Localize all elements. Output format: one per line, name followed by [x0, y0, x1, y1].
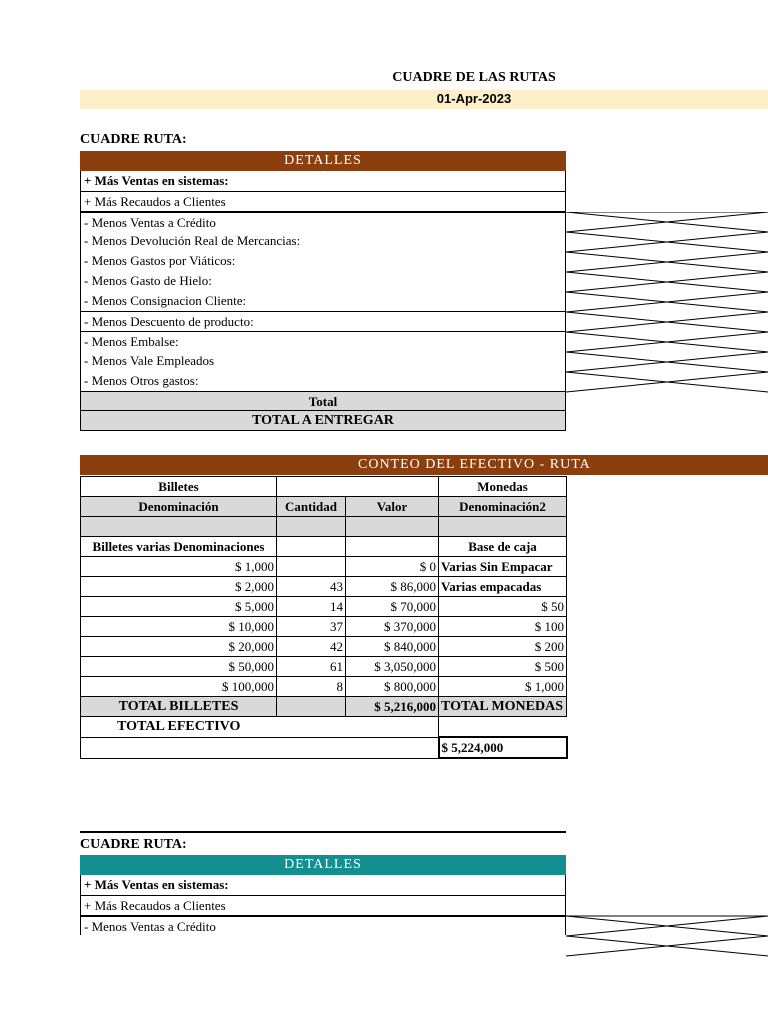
valor-cell: $ 86,000 [346, 577, 439, 597]
total-efectivo-value: $ 5,224,000 [439, 737, 567, 758]
denominacion-cell: $ 10,000 [81, 617, 277, 637]
cantidad-cell: 43 [277, 577, 346, 597]
page-title: CUADRE DE LAS RUTAS [392, 70, 556, 85]
detail-row: - Menos Embalse: [81, 331, 565, 351]
denominacion-cell: $ 1,000 [81, 557, 277, 577]
table-row [81, 677, 567, 697]
detail-row: - Menos Ventas a Crédito [81, 915, 565, 935]
detail-row: - Menos Consignacion Cliente: [84, 293, 247, 308]
moneda-cell: $ 500 [439, 657, 567, 677]
detalles-header: DETALLES [80, 151, 566, 171]
detail-row: - Menos Gastos por Viáticos: [84, 253, 236, 268]
detail-row: - Menos Otros gastos: [84, 373, 199, 388]
table-row [81, 617, 567, 637]
col-cantidad: Cantidad [277, 497, 346, 517]
table-row [81, 657, 567, 677]
total-monedas-label: TOTAL MONEDAS [439, 697, 567, 717]
total-efectivo-label: TOTAL EFECTIVO [81, 717, 277, 738]
monedas-title: Monedas [439, 477, 567, 497]
col-denominacion2: Denominación2 [439, 497, 567, 517]
detalles-header: DETALLES [80, 855, 566, 875]
detail-row: + Más Ventas en sistemas: [84, 877, 229, 892]
moneda-cell: $ 200 [439, 637, 567, 657]
detail-row: + Más Recaudos a Clientes [81, 191, 565, 211]
valor-cell: $ 3,050,000 [346, 657, 439, 677]
conteo-title: CONTEO DEL EFECTIVO - RUTA [358, 457, 591, 472]
billetes-title: Billetes [81, 477, 277, 497]
cantidad-cell: 42 [277, 637, 346, 657]
valor-cell: $ 0 [346, 557, 439, 577]
cuadre-ruta-label: CUADRE RUTA: [80, 837, 187, 852]
table-row [81, 637, 567, 657]
cantidad-cell [277, 557, 346, 577]
moneda-cell: $ 100 [439, 617, 567, 637]
report-date: 01-Apr-2023 [436, 91, 512, 106]
table-row [81, 577, 567, 597]
col-denominacion: Denominación [81, 497, 277, 517]
cantidad-cell: 37 [277, 617, 346, 637]
denominacion-cell: $ 2,000 [81, 577, 277, 597]
valor-cell: $ 70,000 [346, 597, 439, 617]
col-valor: Valor [346, 497, 439, 517]
cantidad-cell: 14 [277, 597, 346, 617]
total-row: Total [81, 391, 565, 411]
conteo-table [80, 476, 568, 759]
moneda-cell: Varias empacadas [439, 577, 567, 597]
detail-row: - Menos Gasto de Hielo: [84, 273, 212, 288]
detail-row: - Menos Descuento de producto: [81, 311, 565, 331]
total-entregar-row: TOTAL A ENTREGAR [81, 411, 565, 431]
valor-cell: $ 800,000 [346, 677, 439, 697]
detail-row: + Más Ventas en sistemas: [84, 173, 229, 188]
crossed-cells-decoration [566, 212, 768, 398]
moneda-cell: $ 50 [439, 597, 567, 617]
valor-cell: $ 840,000 [346, 637, 439, 657]
detail-row: - Menos Vale Empleados [84, 353, 215, 368]
total-billetes-value: $ 5,216,000 [346, 697, 439, 717]
billetes-varias: Billetes varias Denominaciones [81, 537, 277, 557]
table-row [81, 557, 567, 577]
cuadre-ruta-table [80, 855, 566, 935]
valor-cell: $ 370,000 [346, 617, 439, 637]
detail-row: - Menos Devolución Real de Mercancias: [84, 233, 301, 248]
denominacion-cell: $ 5,000 [81, 597, 277, 617]
cuadre-ruta-label: CUADRE RUTA: [80, 132, 187, 147]
moneda-cell: $ 1,000 [439, 677, 567, 697]
cuadre-ruta-table [80, 151, 566, 431]
detail-row: + Más Recaudos a Clientes [81, 895, 565, 915]
moneda-cell: Varias Sin Empacar [439, 557, 567, 577]
total-billetes-label: TOTAL BILLETES [81, 697, 277, 717]
section-divider [80, 831, 566, 833]
denominacion-cell: $ 50,000 [81, 657, 277, 677]
detail-row: - Menos Ventas a Crédito [81, 211, 565, 231]
cantidad-cell: 8 [277, 677, 346, 697]
table-row [81, 597, 567, 617]
crossed-cells-decoration [566, 915, 768, 959]
cantidad-cell: 61 [277, 657, 346, 677]
conteo-header [80, 455, 768, 475]
base-caja: Base de caja [439, 537, 567, 557]
denominacion-cell: $ 100,000 [81, 677, 277, 697]
denominacion-cell: $ 20,000 [81, 637, 277, 657]
